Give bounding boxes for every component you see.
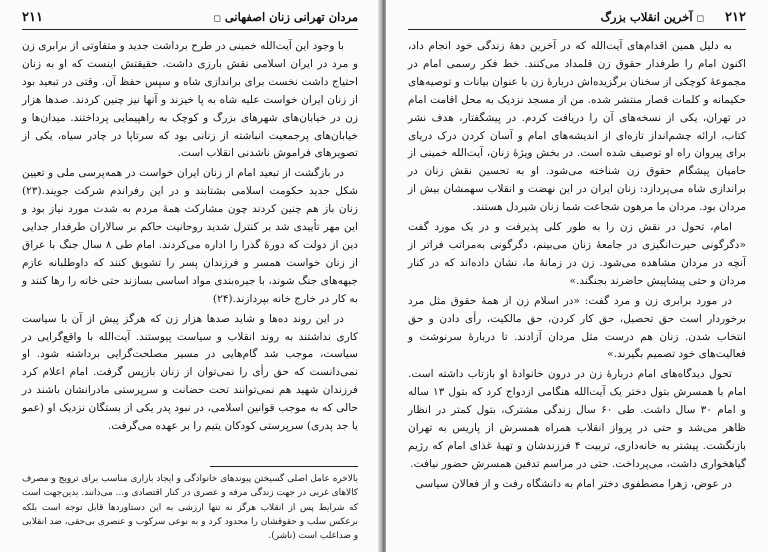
right-page-body	[408, 38, 746, 544]
right-running-head	[601, 10, 708, 24]
paragraph: در مورد برابری زن و مرد گفت: «در اسلام زن از همهٔ حقوق مثل مرد برخوردار است حق تحصیل، حق کار کردن، حق مالکیت، رأی دادن و حق انتخاب شدن. زنان هم درست مثل مردان آزادند. تا دربارهٔ سرنوشت و فعالیت‌های خود تصمیم بگیرند.»	[408, 294, 746, 361]
left-page	[0, 0, 380, 552]
paragraph: به دلیل همین اقدام‌های آیت‌الله که در آخرین دههٔ زندگی خود انجام داد، اکنون امام را طرفدار حقوق زن قلمداد می‌کنند. خط فکر رسمی امام در مجموعهٔ کوچکی از سخنان برگزیده‌اش دربارهٔ زن با عنوان بیانات و توصیه‌های حکیمانه و کلمات قصار منتشر شده. من از مسجد نزدیک به محل اقامت امام در تهران، یکی از نسخه‌های آن را دریافت کردم. در پیشگفتار، هدف نشر کتاب، ارائه چشم‌انداز تازه‌ای از اندیشه‌های امام و آسان کردن درک دریای برای پیروان راه او توصیف شده است. در بخش ویژهٔ زنان، آیت‌الله خمینی از حامیان پیشگام حقوق زن شناخته می‌شود. او به تحسین نقش زنان در براندازی شاه می‌پردازد: زنان ایران در این نهضت و انقلاب سهمشان بیش از مردان بود. مردان ما مرهون شجاعت شما زنان شیردل هستند.	[408, 40, 746, 214]
left-running-head	[209, 10, 358, 24]
left-page-number: ٢١١	[22, 10, 43, 25]
right-running-head-text: آخرین انقلاب بزرگ	[600, 10, 693, 24]
footnote: بالاخره عامل اصلی گسیختن پیوندهای خانوادگی و ایجاد بازاری مناسب برای ترویج و مصرف کالاهای غربی در جهت زندگی مرفه و عصری در کنار اقتصادی و... می‌دانند. بدین‌جهت است که شرایط پس از انقلاب هرگز نه تنها ارزشی به این دستاوردها قابل توجه است بلکه برعکس سلب و حقوقشان را محدود کرد و به نوعی سرکوب و عنصری بی‌حقی، ضد انقلابی و ضداغلب است (ناشر).	[22, 474, 358, 542]
paragraph: در عوض، زهرا مصطفوی دختر امام به دانشگاه رفت و از فعالان سیاسی	[415, 477, 732, 490]
paragraph: تحول دیدگاه‌های امام دربارهٔ زن در درون خانوادهٔ او بازتاب داشته است. امام با همسرش بتول دختر یک آیت‌الله هنگامی ازدواج کرد که بتول ۱۳ ساله و امام ۳۰ سال داشت. طی ۶۰ سال زندگی مشترک، بتول کمتر در انظار ظاهر می‌شد و حتی در پرواز انقلاب همراه همسرش از پاریس به تهران بازنگشت. پیشتر به خانه‌داری، تربیت ۴ فرزندشان و تهیهٔ غذای امام که رژیم گیاهخواری داشت، می‌پرداخت. حتی در مراسم تدفین همسرش حضور نیافت.	[408, 368, 746, 470]
right-page-number: ٢١٢	[725, 10, 746, 25]
square-marker-icon: ◻	[696, 14, 704, 24]
left-page-header	[22, 10, 358, 28]
paragraph: در بازگشت از تبعید امام از زنان ایران خواست در همه‌پرسی ملی و تعیین شکل جدید حکومت اسلامی بشتابند و در این رفراندم شرکت جویند.(۲۳) زنان باز هم چنین کردند چون مشارکت همهٔ مردم به شدت مورد نیاز بود و این مهر تأییدی شد بر کنترل شدید روحانیت حاکم بر سالاران طرفدار جدایی دین از دولت که دورهٔ گذرا را اداره می‌کردند. امام طی ۸ سال جنگ با عراق از زنان خواست همسر و فرزندان پسر را تشویق کنند که داوطلبانه عازم جبهه‌های جنگ شوند، با جیره‌بندی مواد اساسی بسازند حتی خانه را رها کنند و به کار در خارج خانه بپردازند.(۲۴)	[22, 167, 358, 305]
left-page-body	[22, 38, 358, 458]
right-page	[386, 0, 768, 552]
footnote-rule	[210, 466, 358, 467]
right-header-rule	[408, 29, 746, 30]
paragraph: امام، تحول در نقش زن را به طور کلی پذیرفت و در یک مورد گفت «دگرگونی حیرت‌انگیزی در جامعهٔ زنان می‌بینم، دگرگونی به‌مراتب فراتر از آنچه در مردان مشاهده می‌شود. زن در زمانهٔ ما، نشان داده‌اند که در کنار مردان و حتی پیشاپیش حاضرند بجنگند.»	[408, 221, 746, 287]
square-marker-icon: ◻	[213, 14, 221, 24]
right-page-header	[408, 10, 746, 28]
paragraph: در این روند ده‌ها و شاید صدها هزار زن که هرگز پیش از آن با سیاست کاری نداشتند به روند انقلاب و سیاست پیوستند. آیت‌الله با واقع‌گرایی در سیاست، موجب شد گام‌هایی در مسیر مصلحت‌گرایی برداشته شود. او نمی‌دانست که حق رأی را نمی‌توان از زنان بازپس گرفت. امام اعلام کرد فرزندان شهید هم نمی‌توانند تحت حضانت و سرپرستی مادرانشان باشند در حالی که به موجب قوانین اسلامی، در نبود پدر یکی از بستگان نزدیک او (عمو یا جد پدری) سرپرستی کودکان یتیم را بر عهده می‌گرفت.	[22, 312, 358, 433]
left-header-rule	[22, 29, 358, 30]
paragraph: با وجود این آیت‌الله خمینی در طرح برداشت جدید و متفاوتی از برابری زن و مرد در ایران اسلامی نقش بارزی داشت. حقیقتش اینست که او به زنان احتیاج داشت نخست برای براندازی شاه و سپس حفظ آن. وقتی در تبعید بود از زنان ایران خواست علیه شاه به پا خیزند و آنها نیز چنین کردند. صدها هزار زن در خیابان‌های شهرهای بزرگ و کوچک به راهپیمایی پرداختند. میدان‌ها و خیابان‌های پرجمعیت انباشته از زنانی بود که سرتاپا در چادر سیاه، یکی از تصویرهای فراموش ناشدنی انقلاب است.	[22, 40, 358, 160]
left-running-head-text: مردان تهرانی زنان اصفهانی	[224, 10, 358, 24]
